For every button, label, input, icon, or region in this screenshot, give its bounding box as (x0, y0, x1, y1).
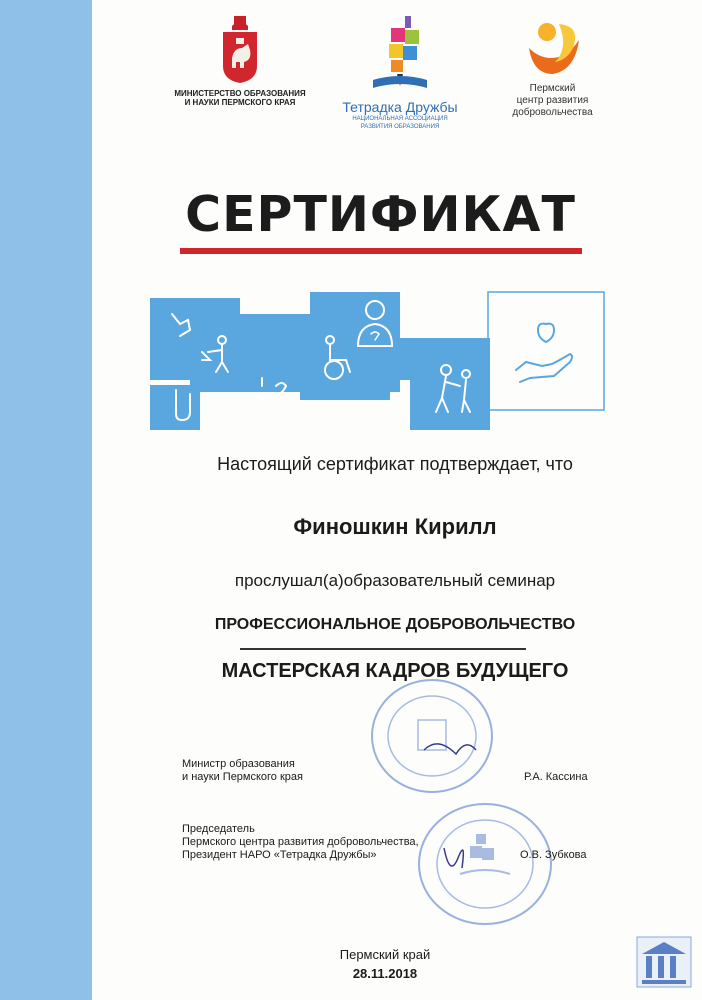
chair-role (182, 823, 419, 862)
footer-date: 28.11.2018 (352, 966, 418, 981)
title-underline (180, 248, 582, 254)
minister-name: Р.А. Кассина (524, 771, 588, 783)
chair-name: О.В. Зубкова (520, 849, 587, 861)
chair-role-2: Пермского центра развития добровольчества, (182, 836, 419, 848)
tetradka-mark-icon (365, 14, 435, 96)
ministry-logo (170, 14, 310, 107)
ministry-stamp (368, 676, 496, 796)
chair-role-1: Председатель (182, 823, 255, 835)
tetradka-logo (335, 14, 465, 131)
minister-role-1: Министр образования (182, 758, 295, 770)
tetradka-name: Тетрадка Дружбы (342, 99, 458, 115)
header-logos (150, 14, 620, 134)
volunteer-heart-icon (523, 18, 583, 78)
recipient-name: Финошкин Кирилл (293, 514, 497, 539)
minister-role-2: и науки Пермского края (182, 771, 303, 783)
certificate-title: СЕРТИФИКАТ (185, 186, 576, 243)
volunteer-illustration-banner (150, 290, 610, 430)
center-caption-2: центр развития (516, 95, 589, 106)
left-blue-stripe (0, 0, 92, 1000)
program-title-1: ПРОФЕССИОНАЛЬНОЕ ДОБРОВОЛЬЧЕСТВО (214, 616, 576, 633)
ministry-caption-2: И НАУКИ ПЕРМСКОГО КРАЯ (184, 98, 296, 107)
building-watermark-icon (636, 936, 692, 988)
association-stamp (414, 798, 556, 930)
chair-role-3: Президент НАРО «Тетрадка Дружбы» (182, 849, 377, 861)
tetradka-sub-1: НАЦИОНАЛЬНАЯ АССОЦИАЦИЯ (352, 116, 448, 122)
minister-role (182, 758, 303, 784)
center-caption-3: добровольчества (512, 107, 593, 118)
program-title-2: МАСТЕРСКАЯ КАДРОВ БУДУЩЕГО (221, 660, 569, 682)
volunteer-center-logo (495, 18, 610, 119)
confirmation-text: Настоящий сертификат подтверждает, что (217, 454, 573, 474)
center-caption-1: Пермский (529, 83, 576, 94)
tetradka-sub-2: РАЗВИТИЯ ОБРАЗОВАНИЯ (360, 124, 440, 130)
ministry-caption-1: МИНИСТЕРСТВО ОБРАЗОВАНИЯ (174, 89, 306, 98)
attended-text: прослушал(а)образовательный семинар (234, 571, 556, 590)
hand-heart-icon (516, 324, 572, 382)
coat-of-arms-icon (220, 14, 260, 84)
footer-place: Пермский край (339, 947, 431, 962)
program-divider (240, 648, 526, 650)
